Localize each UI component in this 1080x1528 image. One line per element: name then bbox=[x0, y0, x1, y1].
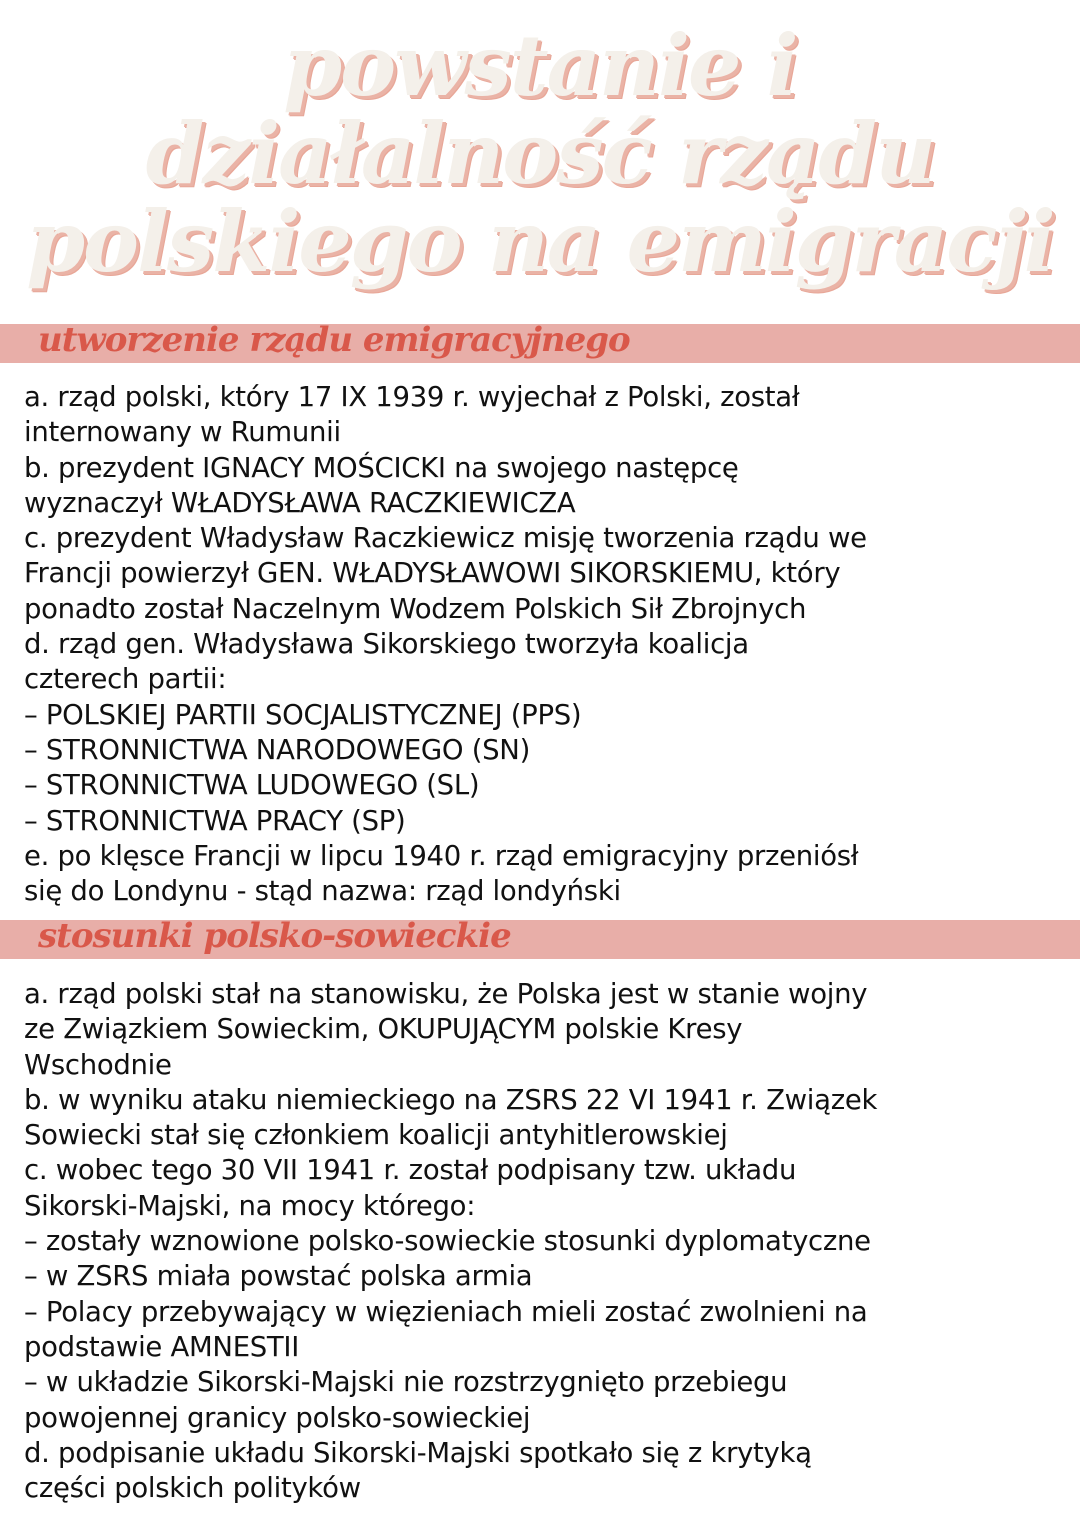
list-item: – STRONNICTWA LUDOWEGO (SL) bbox=[24, 769, 480, 802]
list-item: – w ZSRS miała powstać polska armia bbox=[24, 1260, 533, 1293]
list-item: – Polacy przebywający w więzieniach mieli zostać zwolnieni na bbox=[24, 1295, 868, 1328]
text-line: internowany w Rumunii bbox=[24, 416, 341, 449]
text-line: a. rząd polski, który 17 IX 1939 r. wyjechał z Polski, został bbox=[24, 381, 800, 413]
text-line: części polskich polityków bbox=[24, 1472, 361, 1505]
text-line: ze Związkiem Sowieckim, OKUPUJĄCYM polskie Kresy bbox=[24, 1013, 743, 1046]
list-item: – zostały wznowione polsko-sowieckie stosunki dyplomatyczne bbox=[24, 1225, 871, 1258]
text-line: d. podpisanie układu Sikorski-Majski spotkało się z krytyką bbox=[24, 1436, 812, 1469]
page-title bbox=[0, 16, 1080, 291]
list-item: – w układzie Sikorski-Majski nie rozstrzygnięto przebiegu bbox=[24, 1366, 788, 1399]
text-line: d. rząd gen. Władysława Sikorskiego tworzyła koalicja bbox=[24, 628, 749, 661]
text-line: Sowiecki stał się członkiem koalicji antyhitlerowskiej bbox=[24, 1119, 728, 1152]
section-heading: stosunki polsko-sowieckie bbox=[38, 916, 511, 956]
section-heading: utworzenie rządu emigracyjnego bbox=[38, 320, 630, 360]
title-line: działalność rządu bbox=[145, 104, 935, 203]
text-line: wyznaczył WŁADYSŁAWA RACZKIEWICZA bbox=[24, 486, 576, 519]
section-body bbox=[24, 977, 1064, 1506]
text-line: się do Londynu - stąd nazwa: rząd londyński bbox=[24, 875, 621, 908]
list-item: – STRONNICTWA NARODOWEGO (SN) bbox=[24, 733, 530, 766]
text-line: c. wobec tego 30 VII 1941 r. został podpisany tzw. układu bbox=[24, 1154, 797, 1187]
title-line: polskiego na emigracji bbox=[26, 192, 1054, 291]
title-line: powstanie i bbox=[283, 16, 797, 115]
text-line: ponadto został Naczelnym Wodzem Polskich Sił Zbrojnych bbox=[24, 592, 807, 625]
text-line: powojennej granicy polsko-sowieckiej bbox=[24, 1401, 531, 1434]
text-line: b. w wyniku ataku niemieckiego na ZSRS 22 VI 1941 r. Związek bbox=[24, 1083, 878, 1116]
text-line: Sikorski-Majski, na mocy którego: bbox=[24, 1189, 476, 1222]
section-body bbox=[24, 380, 1064, 909]
text-line: b. prezydent IGNACY MOŚCICKI na swojego następcę bbox=[24, 451, 739, 484]
text-line: Francji powierzył GEN. WŁADYSŁAWOWI SIKORSKIEMU, który bbox=[24, 557, 841, 590]
list-item: – STRONNICTWA PRACY (SP) bbox=[24, 804, 406, 837]
text-line: podstawie AMNESTII bbox=[24, 1330, 300, 1363]
text-line: czterech partii: bbox=[24, 663, 227, 696]
text-line: a. rząd polski stał na stanowisku, że Polska jest w stanie wojny bbox=[24, 978, 868, 1010]
text-line: c. prezydent Władysław Raczkiewicz misję tworzenia rządu we bbox=[24, 522, 867, 555]
text-line: e. po klęsce Francji w lipcu 1940 r. rząd emigracyjny przeniósł bbox=[24, 839, 859, 872]
list-item: – POLSKIEJ PARTII SOCJALISTYCZNEJ (PPS) bbox=[24, 698, 582, 731]
text-line: Wschodnie bbox=[24, 1048, 172, 1081]
